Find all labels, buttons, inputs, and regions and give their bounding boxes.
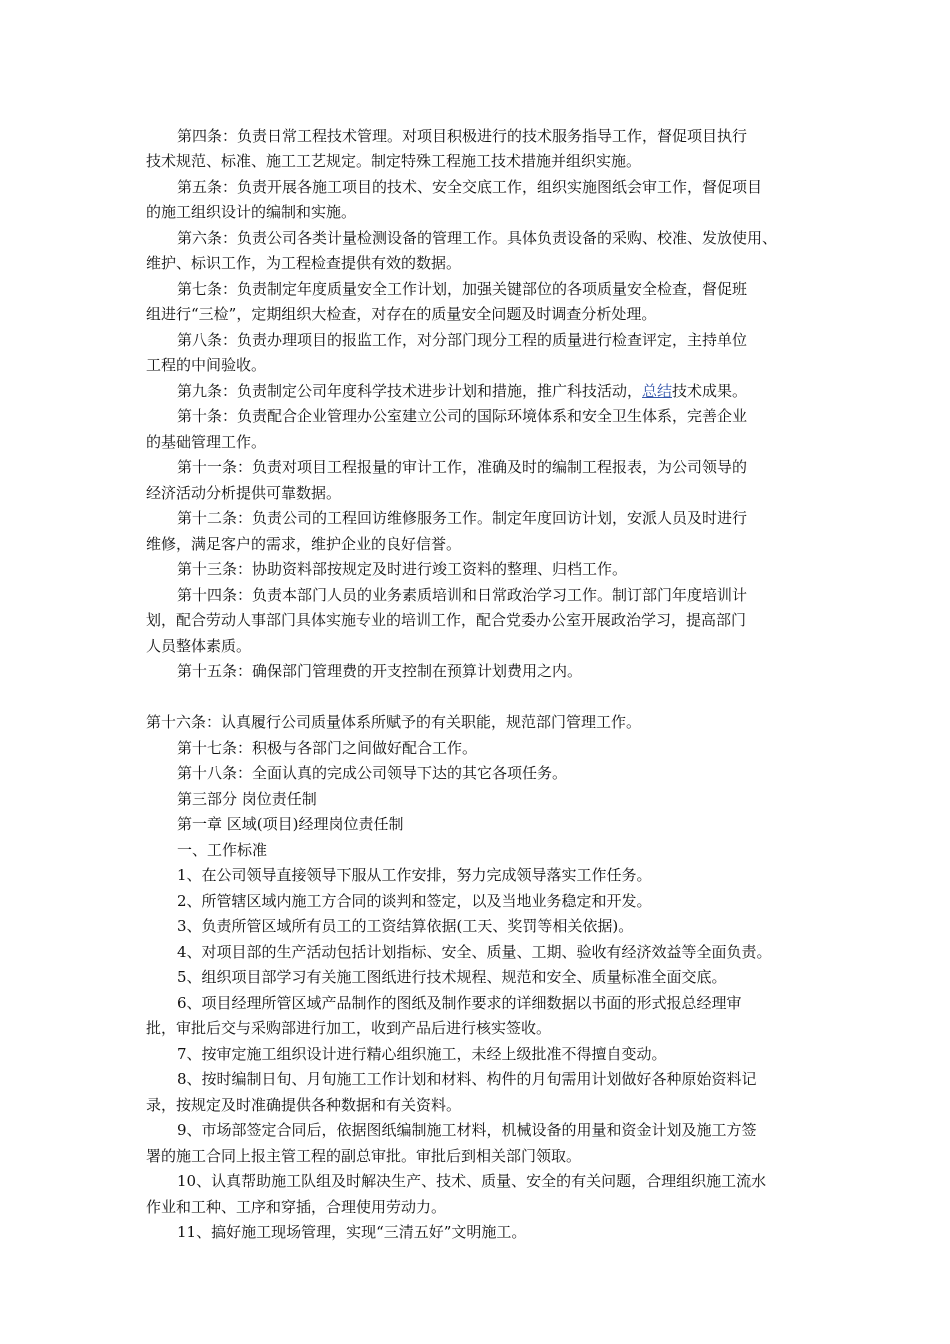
text-line: 组进行“三检”，定期组织大检查，对存在的质量安全问题及时调查分析处理。 xyxy=(146,305,657,323)
text-line: 批，审批后交与采购部进行加工，收到产品后进行核实签收。 xyxy=(146,1019,552,1037)
text-line: 的施工组织设计的编制和实施。 xyxy=(146,203,357,221)
text-line: 第十五条：确保部门管理费的开支控制在预算计划费用之内。 xyxy=(177,662,583,680)
text-line: 维修，满足客户的需求，维护企业的良好信誉。 xyxy=(146,535,462,553)
text-line: 第十二条：负责公司的工程回访维修服务工作。制定年度回访计划，安派人员及时进行 xyxy=(177,509,748,527)
text-line: 第十三条：协助资料部按规定及时进行竣工资料的整理、归档工作。 xyxy=(177,560,628,578)
text-line: 第七条：负责制定年度质量安全工作计划，加强关键部位的各项质量安全检查，督促班 xyxy=(177,280,748,298)
text-line: 署的施工合同上报主管工程的副总审批。审批后到相关部门领取。 xyxy=(146,1147,582,1165)
text-line: 技术规范、标准、施工工艺规定。制定特殊工程施工技术措施并组织实施。 xyxy=(146,152,642,170)
chapter-heading: 第一章 区域(项目)经理岗位责任制 xyxy=(177,815,404,833)
text-line: 维护、标识工作，为工程检查提供有效的数据。 xyxy=(146,254,462,272)
text-line: 10、认真帮助施工队组及时解决生产、技术、质量、安全的有关问题，合理组织施工流水 xyxy=(177,1172,767,1190)
text-line: 7、按审定施工组织设计进行精心组织施工，未经上级批准不得擅自变动。 xyxy=(177,1045,667,1063)
text-line: 第十条：负责配合企业管理办公室建立公司的国际环境体系和安全卫生体系，完善企业 xyxy=(177,407,748,425)
text-line: 3、负责所管区域所有员工的工资结算依据(工天、奖罚等相关依据)。 xyxy=(177,917,634,935)
text-line: 4、对项目部的生产活动包括计划指标、安全、质量、工期、验收有经济效益等全面负责。 xyxy=(177,943,772,961)
text-line: 作业和工种、工序和穿插，合理使用劳动力。 xyxy=(146,1198,447,1216)
text-line: 人员整体素质。 xyxy=(146,637,252,655)
summary-link[interactable]: 总结 xyxy=(642,382,673,400)
text-line: 第十六条：认真履行公司质量体系所赋予的有关职能，规范部门管理工作。 xyxy=(146,713,642,731)
text-line: 第十一条：负责对项目工程报量的审计工作，准确及时的编制工程报表，为公司领导的 xyxy=(177,458,748,476)
text-line: 录，按规定及时准确提供各种数据和有关资料。 xyxy=(146,1096,462,1114)
subheading: 一、工作标准 xyxy=(177,841,268,859)
section-heading: 第三部分 岗位责任制 xyxy=(177,790,317,808)
text-line: 2、所管辖区域内施工方合同的谈判和签定，以及当地业务稳定和开发。 xyxy=(177,892,652,910)
text-line: 9、市场部签定合同后，依据图纸编制施工材料，机械设备的用量和资金计划及施工方签 xyxy=(177,1121,757,1139)
text-line: 第四条：负责日常工程技术管理。对项目积极进行的技术服务指导工作，督促项目执行 xyxy=(177,127,748,145)
text-line: 1、在公司领导直接领导下服从工作安排，努力完成领导落实工作任务。 xyxy=(177,866,652,884)
text-line: 经济活动分析提供可靠数据。 xyxy=(146,484,342,502)
text-line: 划，配合劳动人事部门具体实施专业的培训工作，配合党委办公室开展政治学习，提高部门 xyxy=(146,611,747,629)
text-line xyxy=(177,381,747,401)
text-line: 工程的中间验收。 xyxy=(146,356,267,374)
text-segment: 第九条：负责制定公司年度科学技术进步计划和措施，推广科技活动， xyxy=(177,382,643,400)
text-segment: 技术成果。 xyxy=(672,382,748,400)
text-line: 的基础管理工作。 xyxy=(146,433,267,451)
text-line: 5、组织项目部学习有关施工图纸进行技术规程、规范和安全、质量标准全面交底。 xyxy=(177,968,727,986)
text-line: 第十八条：全面认真的完成公司领导下达的其它各项任务。 xyxy=(177,764,568,782)
text-line: 6、项目经理所管区域产品制作的图纸及制作要求的详细数据以书面的形式报总经理审 xyxy=(177,994,742,1012)
text-line: 第十七条：积极与各部门之间做好配合工作。 xyxy=(177,739,478,757)
text-line: 第六条：负责公司各类计量检测设备的管理工作。具体负责设备的采购、校准、发放使用、 xyxy=(177,229,778,247)
text-line: 第五条：负责开展各施工项目的技术、安全交底工作，组织实施图纸会审工作，督促项目 xyxy=(177,178,763,196)
text-line: 第八条：负责办理项目的报监工作，对分部门现分工程的质量进行检查评定，主持单位 xyxy=(177,331,748,349)
text-line: 第十四条：负责本部门人员的业务素质培训和日常政治学习工作。制订部门年度培训计 xyxy=(177,586,748,604)
text-line: 8、按时编制日旬、月旬施工工作计划和材料、构件的月旬需用计划做好各种原始资料记 xyxy=(177,1070,757,1088)
text-line: 11、搞好施工现场管理，实现“三清五好”文明施工。 xyxy=(177,1223,527,1241)
